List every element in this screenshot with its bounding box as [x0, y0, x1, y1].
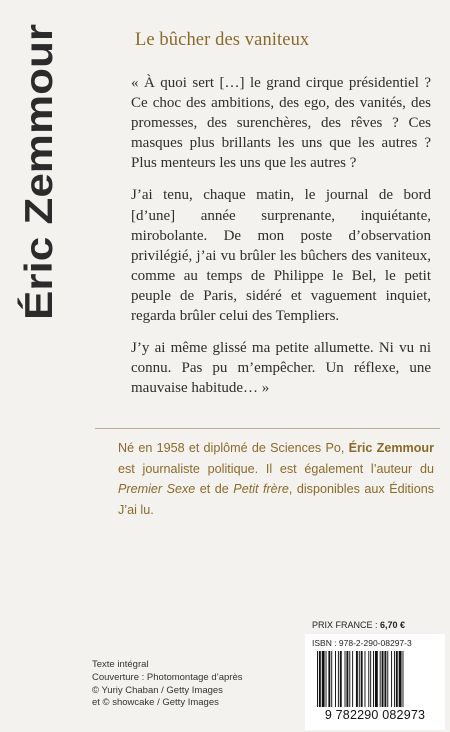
credit-line: et © showcake / Getty Images [92, 697, 219, 709]
author-name-text: Éric Zemmour [18, 57, 61, 320]
price-label [312, 620, 405, 630]
section-divider [95, 428, 440, 429]
barcode-bar [391, 651, 392, 707]
barcode-bar [349, 651, 350, 707]
barcode-bar [396, 651, 398, 707]
barcode-number: 9 782290 082973 [324, 708, 426, 722]
back-cover-blurb [131, 73, 431, 410]
author-name-vertical [6, 20, 66, 320]
price-value: 6,70 € [380, 620, 406, 630]
barcode-bar [346, 651, 348, 707]
barcode-bar [326, 651, 327, 707]
barcode-bar [384, 651, 386, 707]
bio-mid: est journaliste politique. Il est également l’auteur du [118, 461, 434, 476]
barcode-bar [338, 651, 339, 707]
bio-lead: Né en 1958 et diplômé de Sciences Po, [118, 441, 349, 455]
credit-line: Couverture : Photomontage d’après [92, 671, 243, 683]
barcode-bar [317, 651, 318, 707]
barcode-bar [399, 651, 402, 707]
bio-and: et de [195, 482, 234, 497]
barcode-bar [335, 651, 336, 707]
bio-book-1: Premier Sexe [118, 482, 196, 497]
barcode-image [315, 651, 437, 709]
barcode-bar [319, 651, 321, 707]
barcode-bar [368, 651, 369, 707]
credit-line: © Yuriy Chaban / Getty Images [92, 684, 223, 696]
bio-book-2: Petit frère [233, 482, 289, 497]
barcode-block [305, 634, 445, 730]
isbn-text: ISBN : 978-2-290-08297-3 [312, 638, 412, 648]
barcode-bar [403, 651, 404, 707]
book-title: Le bûcher des vaniteux [135, 30, 310, 50]
barcode-bar [340, 651, 342, 707]
barcode-bar [345, 651, 346, 707]
barcode-bar [380, 651, 381, 707]
barcode-bar [394, 651, 395, 707]
barcode-bar [359, 651, 360, 707]
credit-line: Texte intégral [92, 659, 149, 670]
barcode-bar [322, 651, 325, 707]
blurb-paragraph-2: J’ai tenu, chaque matin, le journal de bord [d’une] année surprenante, inquiétante, mirobolante. De mon poste d’observation privilégié, j’ai vu brûler les bûchers des vaniteux, comme au temps de Philippe le Bel, le petit peuple de Paris, sidéré et vaguement inquiet, regarda brûler celui des Templiers. [131, 187, 431, 325]
barcode-bar [328, 651, 330, 707]
barcode-bar [352, 651, 353, 707]
barcode-bar [382, 651, 384, 707]
author-bio [118, 438, 434, 520]
blurb-paragraph-3: J’y ai même glissé ma petite allumette. Ni vu ni connu. Pas pu m’empêcher. Un réflexe, une mauvaise habitude… » [131, 340, 431, 397]
barcode-bar [365, 651, 366, 707]
bio-author-name: Éric Zemmour [348, 441, 435, 455]
price-prefix: PRIX FRANCE : [312, 620, 381, 630]
blurb-paragraph-1: « À quoi sert […] le grand cirque présidentiel ? Ce choc des ambitions, des ego, des vanités, des promesses, des surenchères, des rêves ? Ces masques plus brillants les uns que les autres ? Plus menteurs les uns que les autres ? [131, 75, 431, 172]
barcode-bar [373, 651, 374, 707]
barcode-bar [387, 651, 388, 707]
barcode-bar [331, 651, 332, 707]
barcode-bar [356, 651, 358, 707]
barcode-bar [375, 651, 378, 707]
bio-tail: , disponibles aux Éditions J’ai lu. [118, 482, 434, 517]
barcode-bar [361, 651, 363, 707]
cover-credits [92, 659, 243, 710]
barcode-bar [370, 651, 371, 707]
